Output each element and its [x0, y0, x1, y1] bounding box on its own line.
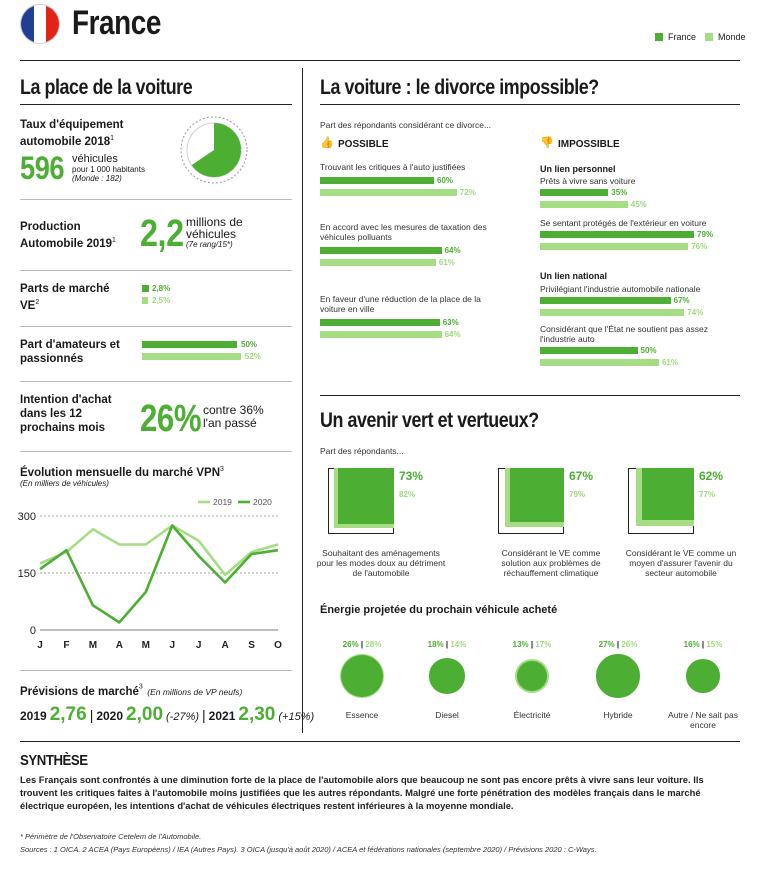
impossible-item-label: Considérant que l'État ne soutient pas assez l'industrie auto: [540, 324, 708, 344]
vpn-xtick-label: S: [248, 640, 255, 650]
equip-label: Taux d'équipement automobile 2018$^1$: [20, 119, 124, 148]
forecast-change-2020: (-27%): [166, 711, 200, 723]
flag-icon: [20, 4, 60, 44]
rule-1: [20, 199, 292, 200]
impossible-bar-monde: [540, 243, 688, 250]
energie-item-label: Diesel: [435, 710, 459, 720]
vpn-subtitle: (En milliers de véhicules): [20, 479, 109, 488]
energie-value-monde: 26%: [621, 640, 638, 649]
energie-value-france: 27%: [598, 640, 615, 649]
impossible-bar-france: [540, 347, 638, 354]
impossible-value-monde: 45%: [630, 200, 647, 209]
vpn-xtick-label: F: [63, 640, 70, 650]
intention-value: 26%: [140, 398, 202, 440]
footnote-sources: Sources : 1 OICA. 2 ACEA (Pays Européens) / IEA (Autres Pays). 3 OICA (jusqu'à août 2020) / ACEA et fédérations nationales (septembre 2020) / Prévisions 2020 : C-Ways.: [20, 845, 597, 854]
energie-value-separator: |: [614, 640, 622, 649]
vpn-xtick-label: A: [115, 640, 123, 650]
vert-value-france: 73%: [399, 469, 424, 483]
vpn-xtick-label: M: [141, 640, 150, 650]
synthese-text: Les Français sont confrontés à une diminution forte de la place de l'automobile alors que beaucoup ne sont pas encore prêts à vivre sans leur voiture. Ils trouvent les critiques faites à l'automobile moins justifiées que les autres répondants. Malgré une forte pénétration des modèles français dans le marché électrique européen, les intentions d'achat de véhicules électriques restent inférieures à la moyenne mondiale.: [20, 774, 704, 811]
legend-label-monde: Monde: [718, 32, 746, 42]
divorce-title: La voiture : le divorce impossible?: [320, 76, 599, 99]
forecast-values: 2019 2,76 | 2020 2,00 (-27%) | 2021 2,30 (+15%): [20, 704, 315, 725]
energie-values: [492, 640, 572, 649]
impossible-bar-monde: [540, 201, 628, 208]
impossible-bar-monde: [540, 309, 684, 316]
synthese-title: SYNTHÈSE: [20, 752, 88, 769]
energie-item-label: Autre / Ne sait pas encore: [668, 710, 738, 730]
forecast-value-2019: 2,76: [49, 704, 87, 725]
vpn-line-chart: [10, 490, 295, 650]
vert-item-label: Souhaitant des aménagements pour les modes doux au détriment de l'automobile: [316, 548, 446, 578]
equip-unit: véhicules pour 1 000 habitants (Monde : 182): [72, 153, 145, 183]
energie-title: Énergie projetée du prochain véhicule acheté: [320, 604, 558, 616]
vert-square-france: [642, 468, 694, 520]
legend-label-france: France: [668, 32, 697, 42]
possible-bar-france: [320, 247, 442, 254]
energie-value-separator: |: [528, 640, 536, 649]
forecast-title: Prévisions de marché$^3$ (En millions de VP neufs): [20, 683, 243, 698]
possible-bar-monde: [320, 259, 436, 266]
ve-value-monde: 2,5%: [152, 296, 171, 305]
energie-values: [322, 640, 402, 649]
energie-values: [578, 640, 658, 649]
possible-item-label: En faveur d'une réduction de la place de la voiture en ville: [320, 294, 481, 314]
impossible-bar-monde: [540, 359, 659, 366]
left-title-rule: [20, 104, 292, 105]
possible-item-label: En accord avec les mesures de taxation des véhicules polluants: [320, 222, 487, 242]
vert-value-monde: 82%: [399, 490, 416, 499]
divorce-subtitle: Part des répondants considérant ce divorce...: [320, 120, 492, 130]
amateurs-bar-france: [142, 341, 237, 348]
impossible-value-france: 79%: [697, 230, 714, 239]
vert-value-monde: 79%: [569, 490, 586, 499]
equip-value: 596: [20, 150, 65, 186]
amateurs-label: Part d'amateurs et passionnés: [20, 339, 120, 365]
left-section-title: La place de la voiture: [20, 76, 193, 99]
intention-label: Intention d'achat dans les 12 prochains mois: [20, 394, 112, 434]
production-label: Production Automobile 2019$^1$: [20, 221, 116, 250]
energie-value-france: 16%: [683, 640, 700, 649]
production-value: 2,2: [140, 213, 184, 255]
thumbs-down-icon: 👎: [540, 137, 554, 149]
vert-square-france: [510, 468, 564, 522]
vert-value-monde: 77%: [699, 490, 716, 499]
possible-value-france: 64%: [444, 246, 461, 255]
energie-circle-france: [429, 658, 464, 693]
energie-item-label: Électricité: [513, 710, 551, 720]
rule-3: [20, 326, 292, 327]
vpn-title: Évolution mensuelle du marché VPN$^3$: [20, 466, 224, 479]
possible-value-france: 63%: [442, 318, 459, 327]
vpn-xtick-label: A: [221, 640, 229, 650]
vpn-xtick-label: M: [88, 640, 98, 650]
possible-bar-france: [320, 319, 440, 326]
impossible-value-france: 67%: [673, 296, 690, 305]
divorce-title-rule: [320, 104, 740, 105]
rule-6: [20, 670, 292, 671]
thumbs-up-icon: 👍: [320, 137, 334, 149]
impossible-title: IMPOSSIBLE: [558, 139, 620, 150]
impossible-item-label: Se sentant protégés de l'extérieur en voiture: [540, 218, 707, 228]
legend-swatch-france: [655, 33, 663, 41]
energie-value-monde: 15%: [706, 640, 723, 649]
amateurs-value-monde: 52%: [244, 352, 261, 361]
energie-value-france: 13%: [512, 640, 529, 649]
impossible-bar-france: [540, 231, 694, 238]
vert-item-label: Considérant le VE comme solution aux problèmes de réchauffement climatique: [501, 548, 601, 578]
rule-divorce-bottom: [320, 395, 740, 396]
vert-title: Un avenir vert et vertueux?: [320, 409, 539, 432]
intention-compare: contre 36% l'an passé: [203, 403, 264, 430]
energie-circle-france: [517, 661, 547, 691]
impossible-bar-france: [540, 297, 671, 304]
vpn-legend-label-2019: 2019: [213, 497, 232, 507]
forecast-year-2019: 2019: [20, 709, 47, 723]
vpn-xtick-label: J: [37, 640, 43, 650]
vpn-xtick-label: J: [169, 640, 176, 650]
vert-value-france: 62%: [699, 469, 724, 483]
forecast-value-2021: 2,30: [238, 704, 276, 725]
group2-label: Un lien national: [540, 271, 608, 281]
amateurs-value-france: 50%: [241, 340, 258, 349]
amateurs-bar-monde: [142, 353, 241, 360]
vert-square-france: [338, 468, 394, 524]
impossible-bar-france: [540, 189, 608, 196]
ve-label: Parts de marché $VE^2$: [20, 283, 110, 312]
impossible-value-france: 35%: [611, 188, 628, 197]
footnote-1: * Périmètre de l'Observatoire Cetelem de l'Automobile.: [20, 832, 202, 841]
possible-value-monde: 72%: [459, 188, 476, 197]
forecast-year-2020: 2020: [96, 709, 124, 723]
energie-value-monde: 28%: [365, 640, 382, 649]
forecast-value-2020: 2,00: [126, 704, 164, 725]
impossible-value-monde: 61%: [661, 358, 678, 367]
impossible-value-monde: 74%: [687, 308, 704, 317]
ve-bar-france: [142, 285, 149, 292]
vert-item-label: Considérant le VE comme un moyen d'assurer l'avenir du secteur automobile: [625, 548, 737, 578]
ve-bar-monde: [142, 297, 148, 304]
vpn-ytick-label: 0: [29, 625, 36, 637]
energie-value-france: 18%: [427, 640, 444, 649]
energie-value-separator: |: [358, 640, 366, 649]
page-title: France: [72, 4, 161, 42]
energie-circle-france: [686, 659, 719, 692]
rule-2: [20, 270, 292, 271]
column-divider: [302, 68, 303, 733]
rule-5: [20, 451, 292, 452]
impossible-value-monde: 76%: [691, 242, 708, 251]
vpn-series-2020: [40, 526, 278, 623]
possible-value-monde: 61%: [438, 258, 455, 267]
energie-value-separator: |: [699, 640, 707, 649]
vpn-xtick-label: O: [274, 640, 282, 650]
energie-circle-france: [596, 654, 639, 697]
energie-circle-france: [341, 655, 383, 697]
impossible-item-label: Prêts à vivre sans voiture: [540, 176, 636, 186]
vpn-xtick-label: J: [195, 640, 202, 650]
vpn-legend-label-2020: 2020: [253, 497, 272, 507]
energie-item-label: Essence: [345, 710, 379, 720]
rule-4: [20, 381, 292, 382]
vpn-ytick-label: 150: [17, 568, 36, 580]
synthese-rule: [20, 741, 740, 742]
vert-subtitle: Part des répondants...: [320, 446, 404, 456]
production-unit: millions de véhicules (7e rang/15*): [186, 215, 243, 249]
possible-bar-monde: [320, 331, 442, 338]
possible-bar-france: [320, 177, 434, 184]
possible-value-france: 60%: [437, 176, 454, 185]
vpn-ytick-label: 300: [17, 511, 36, 523]
legend-swatch-monde: [705, 33, 713, 41]
header-divider: [20, 60, 740, 61]
energie-value-monde: 17%: [535, 640, 552, 649]
group1-label: Un lien personnel: [540, 164, 616, 174]
forecast-change-2021: (+15%): [278, 711, 315, 723]
vert-value-france: 67%: [569, 469, 594, 483]
possible-value-monde: 64%: [444, 330, 461, 339]
energie-value-monde: 14%: [450, 640, 467, 649]
energie-values: [407, 640, 487, 649]
energie-values: [663, 640, 743, 649]
energie-value-france: 26%: [342, 640, 359, 649]
legend: [655, 32, 746, 42]
impossible-value-france: 50%: [640, 346, 657, 355]
energie-value-separator: |: [443, 640, 451, 649]
possible-title: POSSIBLE: [338, 139, 389, 150]
ve-value-france: 2,8%: [152, 284, 171, 293]
possible-bar-monde: [320, 189, 457, 196]
possible-item-label: Trouvant les critiques à l'auto justifiées: [320, 162, 466, 172]
forecast-year-2021: 2021: [208, 709, 236, 723]
equip-pie: [178, 114, 250, 186]
energie-item-label: Hybride: [603, 710, 633, 720]
impossible-item-label: Privilégiant l'industrie automobile nationale: [540, 284, 701, 294]
